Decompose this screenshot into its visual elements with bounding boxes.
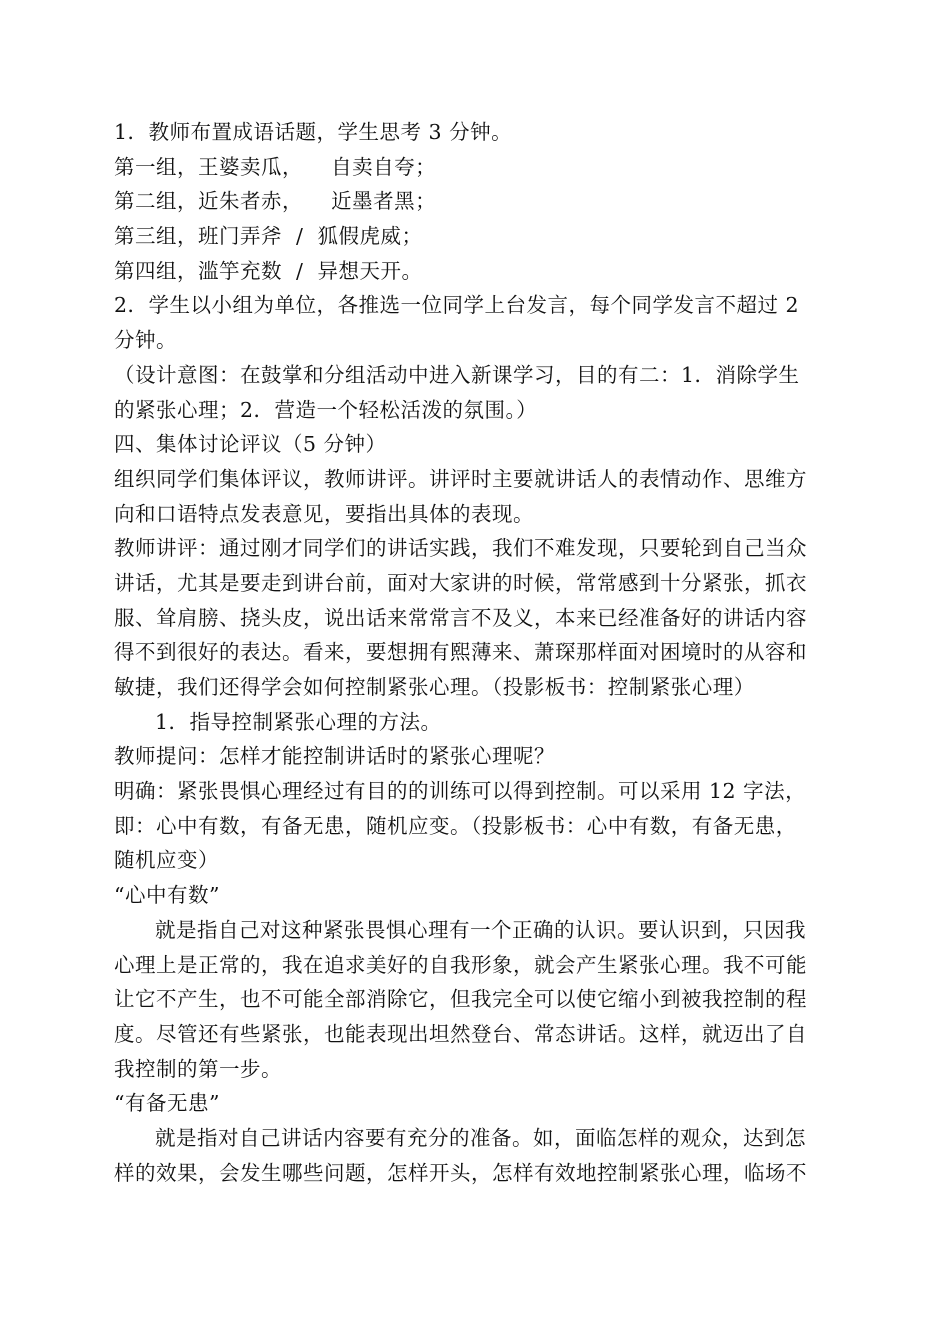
text-line-9: 的紧张心理；2．营造一个轻松活泼的氛围。） — [114, 397, 538, 422]
text-line-24: 就是指自己对这种紧张畏惧心理有一个正确的认识。要认识到，只因我 — [155, 917, 806, 942]
text-line-18: 1．指导控制紧张心理的方法。 — [155, 709, 442, 734]
text-line-3: 第二组，近朱者赤， 近墨者黑； — [114, 189, 437, 214]
text-line-27: 度。尽管还有些紧张，也能表现出坦然登台、常态讲话。这样，就迈出了自 — [114, 1021, 807, 1046]
text-line-4: 第三组，班门弄斧 / 狐假虎威； — [114, 224, 423, 249]
text-line-12: 向和口语特点发表意见，要指出具体的表现。 — [114, 501, 534, 526]
text-line-25: 心理上是正常的，我在追求美好的自我形象，就会产生紧张心理。我不可能 — [114, 952, 807, 977]
text-line-17: 敏捷，我们还得学会如何控制紧张心理。（投影板书：控制紧张心理） — [114, 675, 755, 699]
text-line-5: 第四组，滥竽充数 / 异想天开。 — [114, 258, 423, 283]
section-heading: 四、集体讨论评议（5 分钟） — [114, 432, 387, 457]
document-page — [114, 115, 854, 1190]
text-line-26: 让它不产生，也不可能全部消除它，但我完全可以使它缩小到被我控制的程 — [114, 987, 807, 1012]
subheading-youbeiwuhuan: “有备无患” — [114, 1091, 220, 1116]
text-line-8: （设计意图：在鼓掌和分组活动中进入新课学习，目的有二：1．消除学生 — [114, 362, 800, 387]
text-line-14: 讲话，尤其是要走到讲台前，面对大家讲的时候，常常感到十分紧张，抓衣 — [114, 570, 807, 595]
text-line-7: 分钟。 — [114, 328, 177, 353]
text-line-11: 组织同学们集体评议，教师讲评。讲评时主要就讲话人的表情动作、思维方 — [114, 466, 807, 491]
text-line-21: 即：心中有数，有备无患，随机应变。（投影板书：心中有数，有备无患， — [114, 813, 797, 838]
text-line-19: 教师提问：怎样才能控制讲话时的紧张心理呢？ — [114, 744, 555, 769]
text-line-16: 得不到很好的表达。看来，要想拥有熙薄来、萧琛那样面对困境时的从容和 — [114, 640, 807, 665]
text-line-2: 第一组，王婆卖瓜， 自卖自夸； — [114, 154, 437, 179]
text-line-13: 教师讲评：通过刚才同学们的讲话实践，我们不难发现，只要轮到自己当众 — [114, 536, 807, 561]
subheading-xinzhongyoushu: “心中有数” — [114, 883, 220, 908]
text-line-20: 明确：紧张畏惧心理经过有目的的训练可以得到控制。可以采用 12 字法， — [114, 779, 807, 804]
text-line-28: 我控制的第一步。 — [114, 1056, 282, 1081]
text-line-30: 就是指对自己讲话内容要有充分的准备。如，面临怎样的观众，达到怎 — [155, 1125, 806, 1150]
text-line-31: 样的效果，会发生哪些问题，怎样开头，怎样有效地控制紧张心理，临场不 — [114, 1160, 807, 1185]
text-line-6: 2．学生以小组为单位，各推选一位同学上台发言，每个同学发言不超过 2 — [114, 293, 800, 318]
text-line-22: 随机应变） — [114, 848, 219, 873]
text-line-15: 服、耸肩膀、挠头皮，说出话来常常言不及义，本来已经准备好的讲话内容 — [114, 605, 807, 630]
text-line-1: 1．教师布置成语话题，学生思考 3 分钟。 — [114, 120, 513, 144]
